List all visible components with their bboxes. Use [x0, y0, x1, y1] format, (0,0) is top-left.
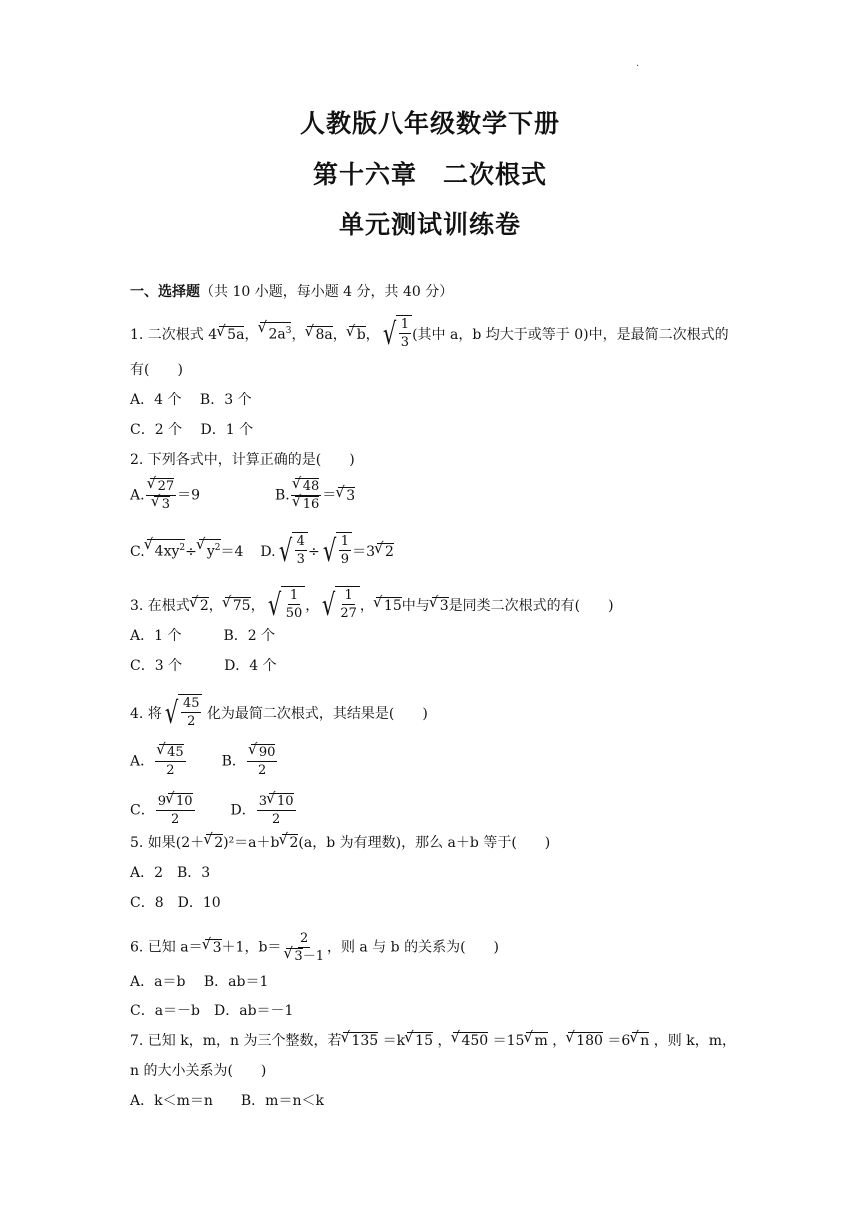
q6-options-cd: C．a＝－b D．ab＝－1 [130, 1003, 294, 1019]
q4-c-label: C． [130, 802, 155, 819]
q6-prefix: 6. 已知 a＝ [130, 939, 203, 956]
q4-a-den: 2 [166, 763, 175, 778]
q6-radical: √ 3 [205, 939, 222, 956]
q6-mid: ＋1，b＝ [221, 939, 282, 956]
q6-frac-num: 2 [300, 931, 309, 946]
q2-c-radical-2-base: y [206, 544, 215, 560]
q3-frac-2-den: 27 [340, 606, 357, 621]
q2-c-exp-2: 2 [214, 543, 221, 554]
q5-radical-2: √ 2 [282, 834, 299, 851]
q4-frac-num: 45 [182, 696, 200, 711]
q3-prefix: 3. 在根式 [130, 598, 190, 614]
q1-frac-den: 3 [400, 335, 410, 350]
q2-b-num: √ 48 [295, 478, 320, 495]
q1-frac-num: 1 [400, 317, 410, 332]
q7-radical-5: √ 180 [568, 1032, 603, 1049]
q2-c-exp-1: 2 [179, 543, 186, 554]
q3-mid: 中与 [401, 598, 430, 614]
question-1: 1. 二次根式 4√ 5a，√ $2a^3$，√ 8a，√ b， √ $\frac{1}{3}$ (其中 a，b 均大于或等于 0)中，是最简二次根式的 [130, 315, 729, 355]
q2-options-cd [130, 532, 394, 572]
q2-b-label: B. [274, 487, 290, 504]
q7-continuation: n 的大小关系为( ) [130, 1063, 267, 1079]
q3-radical-6: √ 3 [432, 597, 449, 614]
q7-eq-1: ＝k [382, 1033, 406, 1049]
q1-options-cd: C．2 个 D．1 个 [130, 422, 254, 438]
q2-c-op: ÷ [185, 544, 197, 560]
q2-d-den-2: 9 [340, 552, 350, 567]
q3-radical-1: √ 2 [192, 597, 209, 614]
q4-b-label: B． [221, 753, 246, 770]
q3-radical-2: √ 75 [225, 597, 251, 614]
q5-options-cd: C．8 D．10 [130, 895, 221, 911]
q2-options-ab [130, 478, 355, 513]
q4-radical: √ $\frac{45}{2}$ [162, 694, 203, 734]
q4-frac-den: 2 [187, 714, 196, 729]
q4-c-radical: √ 10 [168, 793, 193, 810]
q4-d-coef: 3 [258, 794, 267, 809]
q7-radical-2: √ 15 [407, 1032, 433, 1049]
corner-mark: . [636, 58, 640, 69]
q7-radical-1: √ 135 [343, 1032, 378, 1049]
question-7 [130, 1031, 736, 1051]
q7-eq-2: ＝15 [492, 1033, 525, 1049]
q2-b-den: √ 16 [295, 496, 320, 513]
q6-options-ab: A．a＝b B．ab＝1 [130, 974, 269, 990]
q7-eq-3: ＝6 [607, 1033, 631, 1049]
q2-a-den: √ 3 [154, 496, 170, 513]
q4-b-den: 2 [258, 763, 267, 778]
q2-c-label: C. [130, 544, 145, 560]
q4-c-den: 2 [170, 812, 180, 827]
q2-d-radical-3: √ 2 [377, 543, 394, 560]
q1-radical-2-base: 2a [268, 327, 286, 343]
q4-d-radical: √ 10 [269, 793, 294, 810]
q2-a-result: ＝9 [177, 487, 201, 504]
q2-stem: 2. 下列各式中，计算正确的是( ) [130, 452, 355, 468]
q1-radical-1: √ 5a [219, 326, 244, 343]
question-4 [130, 694, 428, 734]
q2-d-num-1: 4 [296, 534, 305, 549]
q1-radical-2-exp: 3 [285, 326, 292, 337]
q2-d-radical-1: √ $\frac{4}{3}$ [276, 532, 308, 572]
q4-prefix: 4. 将 [130, 706, 162, 722]
q5-radical-1: √ 2 [206, 834, 223, 851]
doc-title: 人教版八年级数学下册 [299, 109, 560, 138]
q2-b-result: ＝ [322, 487, 337, 504]
q6-frac-den-rest: －1 [302, 949, 324, 964]
test-title: 单元测试训练卷 [338, 210, 521, 239]
q2-c-radical-1-base: 4xy [154, 544, 180, 560]
q5-suffix: (a，b 为有理数)，那么 a＋b 等于( ) [298, 835, 551, 851]
q2-d-den-1: 3 [296, 552, 305, 567]
q2-d-num-2: 1 [340, 534, 350, 549]
q7-options-ab: A．k＜m＝n B．m＝n＜k [130, 1093, 324, 1109]
section-label: 一、选择题 [130, 284, 200, 300]
section-note: （共 10 小题，每小题 4 分，共 40 分） [200, 284, 454, 300]
q3-options-ab: A．1 个 B．2 个 [130, 628, 276, 644]
q1-prefix: 1. 二次根式 4 [130, 327, 218, 343]
q7-radical-4: √ m [526, 1032, 547, 1049]
q7-radical-3: √ 450 [453, 1032, 488, 1049]
q1-radical-5: √ $\frac{1}{3}$ [380, 315, 412, 355]
q1-radical-3: √ 8a [307, 326, 332, 343]
q7-sep-1: ， [437, 1033, 452, 1049]
q2-b-radical: √ 3 [338, 487, 355, 504]
q4-a-num: √ 45 [159, 744, 184, 761]
q7-radical-6: √ n [632, 1032, 649, 1049]
q1-options-ab: A．4 个 B．3 个 [130, 392, 252, 408]
q2-c-radical-2 [199, 539, 221, 560]
q2-d-label: D. [260, 544, 276, 560]
q1-continuation: 有( ) [130, 362, 183, 378]
q7-prefix: 7. 已知 k，m，n 为三个整数，若 [130, 1033, 342, 1049]
q3-suffix: 是同类二次根式的有( ) [448, 598, 614, 614]
question-6 [130, 930, 499, 965]
q2-d-op: ÷ [307, 544, 320, 560]
q4-d-label: D． [230, 802, 256, 819]
q3-frac-1-num: 1 [289, 588, 299, 603]
q6-suffix: ，则 a 与 b 的关系为( ) [326, 939, 500, 956]
q3-radical-5: √ 15 [376, 597, 402, 614]
q3-radical-3: √ $\frac{1}{50}$ [265, 586, 306, 626]
chapter-title: 第十六章 二次根式 [312, 160, 547, 189]
q5-options-ab: A．2 B．3 [130, 865, 211, 881]
q2-c-result: ＝4 [220, 544, 244, 560]
q2-c-radical-1 [147, 539, 185, 560]
q3-options-cd: C．3 个 D．4 个 [130, 658, 277, 674]
q4-c-coef: 9 [157, 794, 166, 809]
q1-radical-2 [260, 322, 291, 343]
q3-radical-4: √ $\frac{1}{27}$ [319, 586, 360, 626]
q1-radical-4: √ b [349, 326, 366, 343]
section-heading [130, 282, 453, 302]
q3-frac-1-den: 50 [285, 606, 303, 621]
q3-frac-2-num: 1 [344, 588, 353, 603]
q5-prefix: 5. 如果(2＋ [130, 835, 205, 851]
question-3: 3. 在根式√ 2，√ 75， √ $\frac{1}{50}$ ， √ $\frac{1}{27}$ ，√ 15中与√ 3是同类二次根式的有( ) [130, 586, 614, 626]
q7-sep-2: ， [552, 1033, 567, 1049]
q2-a-label: A. [130, 487, 145, 504]
q4-d-den: 2 [271, 812, 281, 827]
q2-d-radical-2: √ $\frac{1}{9}$ [320, 532, 352, 572]
q2-d-result: ＝3 [352, 544, 375, 560]
q4-suffix: 化为最简二次根式，其结果是( ) [206, 706, 428, 722]
q4-b-num: √ 90 [251, 744, 276, 761]
q1-suffix: (其中 a，b 均大于或等于 0)中，是最简二次根式的 [412, 327, 729, 343]
question-5 [130, 833, 550, 853]
q6-frac-den-radical: √ 3 [286, 948, 302, 965]
q5-mid: )²＝a＋b [223, 835, 280, 851]
q4-a-label: A． [130, 753, 155, 770]
q2-a-num: √ 27 [150, 478, 175, 495]
q4-options-cd [130, 793, 297, 828]
q4-options-ab [130, 744, 278, 779]
q7-suffix: ，则 k，m， [653, 1033, 736, 1049]
